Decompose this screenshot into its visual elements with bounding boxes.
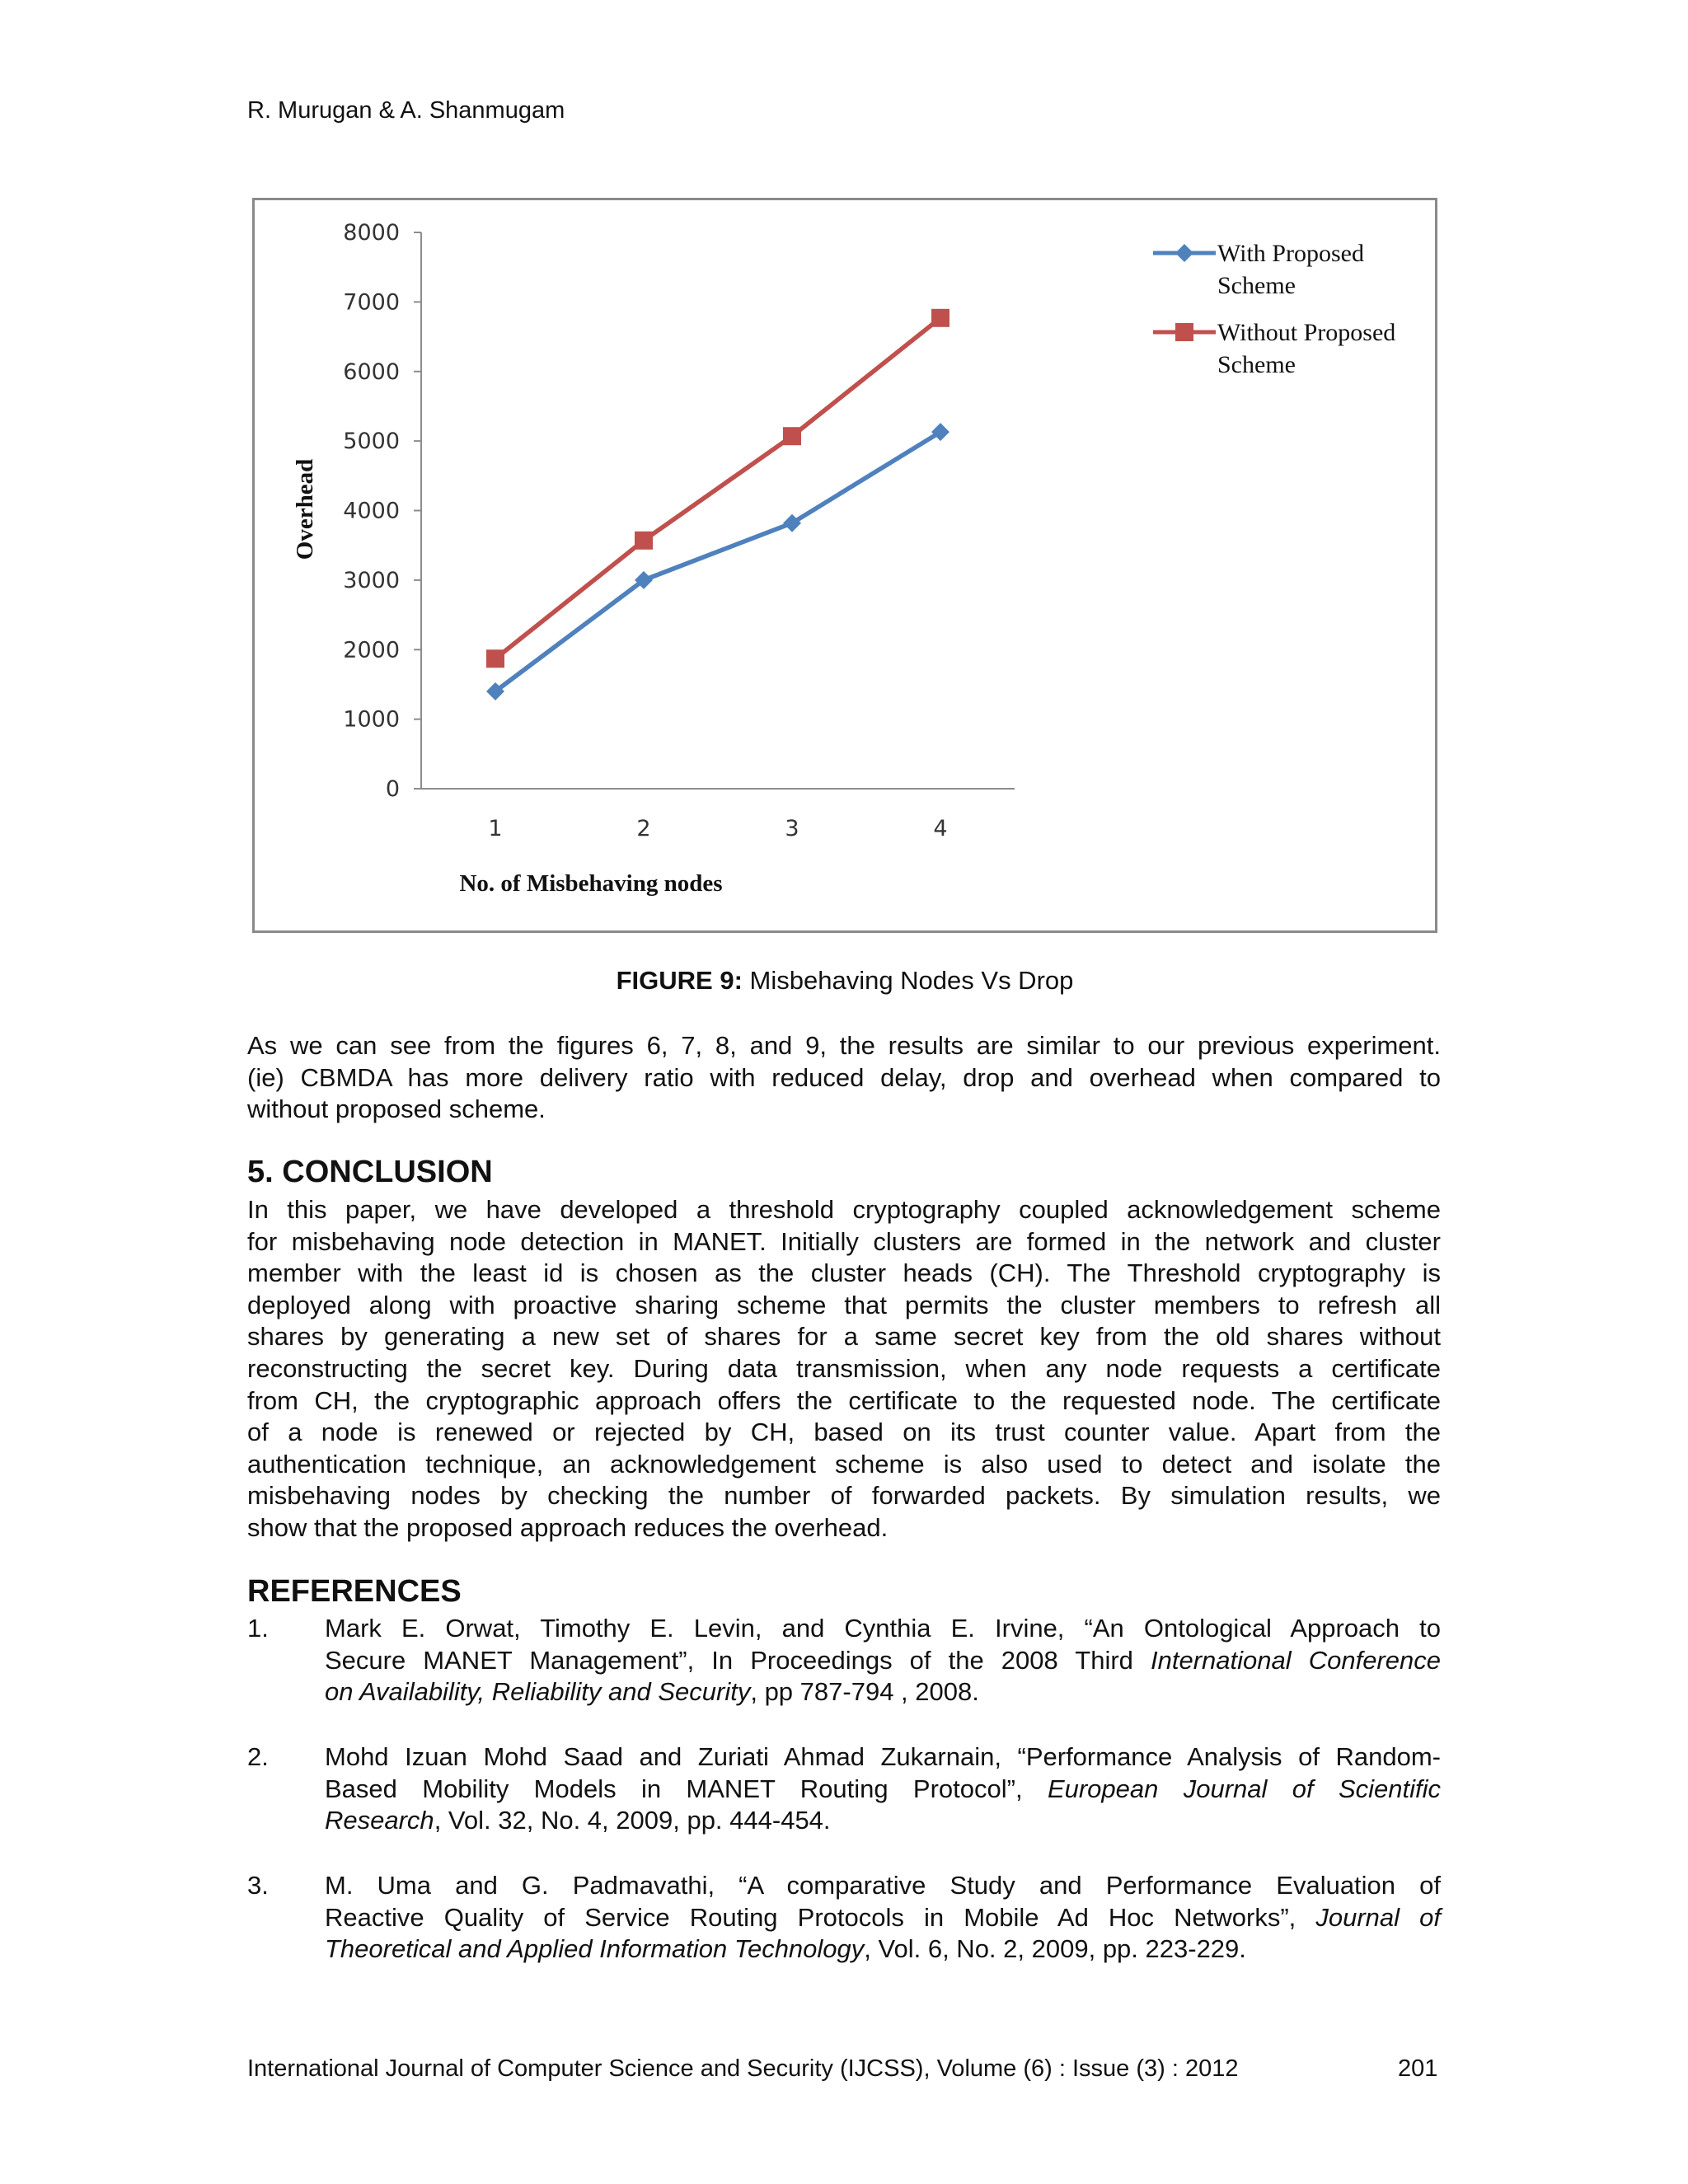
reference-item-2 [247,1741,1441,1840]
x-axis-title: No. of Misbehaving nodes [459,870,723,897]
conclusion-heading: 5. CONCLUSION [247,1155,493,1189]
figure-caption-text: Misbehaving Nodes Vs Drop [742,966,1074,995]
legend-label: With Proposed [1217,240,1364,267]
text-line: of a node is renewed or rejected by CH, based on its trust counter value. Apart from the [247,1418,1441,1447]
figure-9-chart [252,198,1437,933]
x-tick-label: 3 [785,816,799,841]
page-footer-journal: International Journal of Computer Science and Security (IJCSS), Volume (6) : Issue (3) : 2012 [247,2055,1239,2082]
text-line: Mark E. Orwat, Timothy E. Levin, and Cynthia E. Irvine, “An Ontological Approach to [325,1614,1441,1643]
text-line: In this paper, we have developed a threshold cryptography coupled acknowledgement scheme [247,1195,1441,1224]
text-line: Based Mobility Models in MANET Routing Protocol”, European Journal of Scientific [325,1774,1442,1803]
text-line: Mohd Izuan Mohd Saad and Zuriati Ahmad Zukarnain, “Performance Analysis of Random- [325,1742,1441,1771]
y-tick-label: 4000 [343,498,400,524]
data-point-without-proposed-scheme [783,427,801,445]
text-line: As we can see from the figures 6, 7, 8, and 9, the results are similar to our previous experiment. [247,1031,1441,1060]
reference-item-3 [247,1870,1441,1969]
references-heading: REFERENCES [247,1574,462,1609]
legend-label: Scheme [1217,351,1296,378]
figure-caption-label: FIGURE 9: [616,966,743,995]
text-line: from CH, the cryptographic approach offers the certificate to the requested node. The certificate [247,1385,1441,1415]
y-axis-title: Overhead [292,458,318,560]
text-line: M. Uma and G. Padmavathi, “A comparative Study and Performance Evaluation of [325,1871,1441,1900]
series-line-without-proposed-scheme [495,318,940,658]
text-line: on Availability, Reliability and Security, pp 787-794 , 2008. [325,1677,979,1707]
conclusion-paragraph [247,1194,1441,1544]
legend-label: Scheme [1217,272,1296,299]
y-tick-label: 2000 [343,637,400,663]
reference-number: 3. [247,1871,269,1900]
text-line: shares by generating a new set of shares for a same secret key from the old shares without [247,1322,1441,1352]
x-tick-label: 4 [933,816,948,841]
figure-caption [247,966,1442,996]
reference-item-1 [247,1613,1441,1712]
text-line: Reactive Quality of Service Routing Protocols in Mobile Ad Hoc Networks”, Journal of [325,1902,1441,1932]
page-header-authors: R. Murugan & A. Shanmugam [247,97,565,124]
x-tick-label: 1 [488,816,503,841]
y-tick-label: 6000 [343,359,400,385]
text-line: without proposed scheme. [247,1094,546,1124]
y-tick-label: 3000 [343,567,400,593]
legend-label: Without Proposed [1217,319,1396,346]
text-line: Theoretical and Applied Information Technology, Vol. 6, No. 2, 2009, pp. 223-229. [325,1934,1246,1964]
y-tick-label: 5000 [343,429,400,455]
y-tick-label: 1000 [343,706,400,733]
data-point-without-proposed-scheme [635,532,653,550]
intro-paragraph [247,1030,1441,1126]
text-line: reconstructing the secret key. During data transmission, when any node requests a certificate [247,1353,1441,1383]
series-line-with-proposed-scheme [495,432,940,691]
page-number: 201 [1398,2055,1438,2082]
text-line: authentication technique, an acknowledgement scheme is also used to detect and isolate the [247,1449,1441,1479]
data-point-without-proposed-scheme [931,309,950,327]
text-line: (ie) CBMDA has more delivery ratio with reduced delay, drop and overhead when compared to [247,1062,1441,1092]
text-line: Secure MANET Management”, In Proceedings of the 2008 Third International Conference [325,1645,1441,1675]
y-tick-label: 7000 [343,289,400,316]
reference-number: 2. [247,1742,269,1771]
text-line: misbehaving nodes by checking the number of forwarded packets. By simulation results, we [247,1481,1441,1511]
data-point-without-proposed-scheme [486,649,504,668]
text-line: member with the least id is chosen as the cluster heads (CH). The Threshold cryptography is [247,1258,1441,1288]
text-line: for misbehaving node detection in MANET. Initially clusters are formed in the network and cluster [247,1226,1441,1256]
legend-marker-with-proposed-scheme [1175,244,1193,262]
legend-marker-without-proposed-scheme [1175,323,1193,341]
y-tick-label: 8000 [343,220,400,246]
chart-canvas [255,200,1435,930]
y-tick-label: 0 [385,776,400,802]
x-tick-label: 2 [636,816,651,841]
text-line: show that the proposed approach reduces the overhead. [247,1512,889,1542]
text-line: Research, Vol. 32, No. 4, 2009, pp. 444-454. [325,1806,831,1835]
text-line: deployed along with proactive sharing scheme that permits the cluster members to refresh all [247,1290,1441,1319]
reference-number: 1. [247,1614,269,1643]
